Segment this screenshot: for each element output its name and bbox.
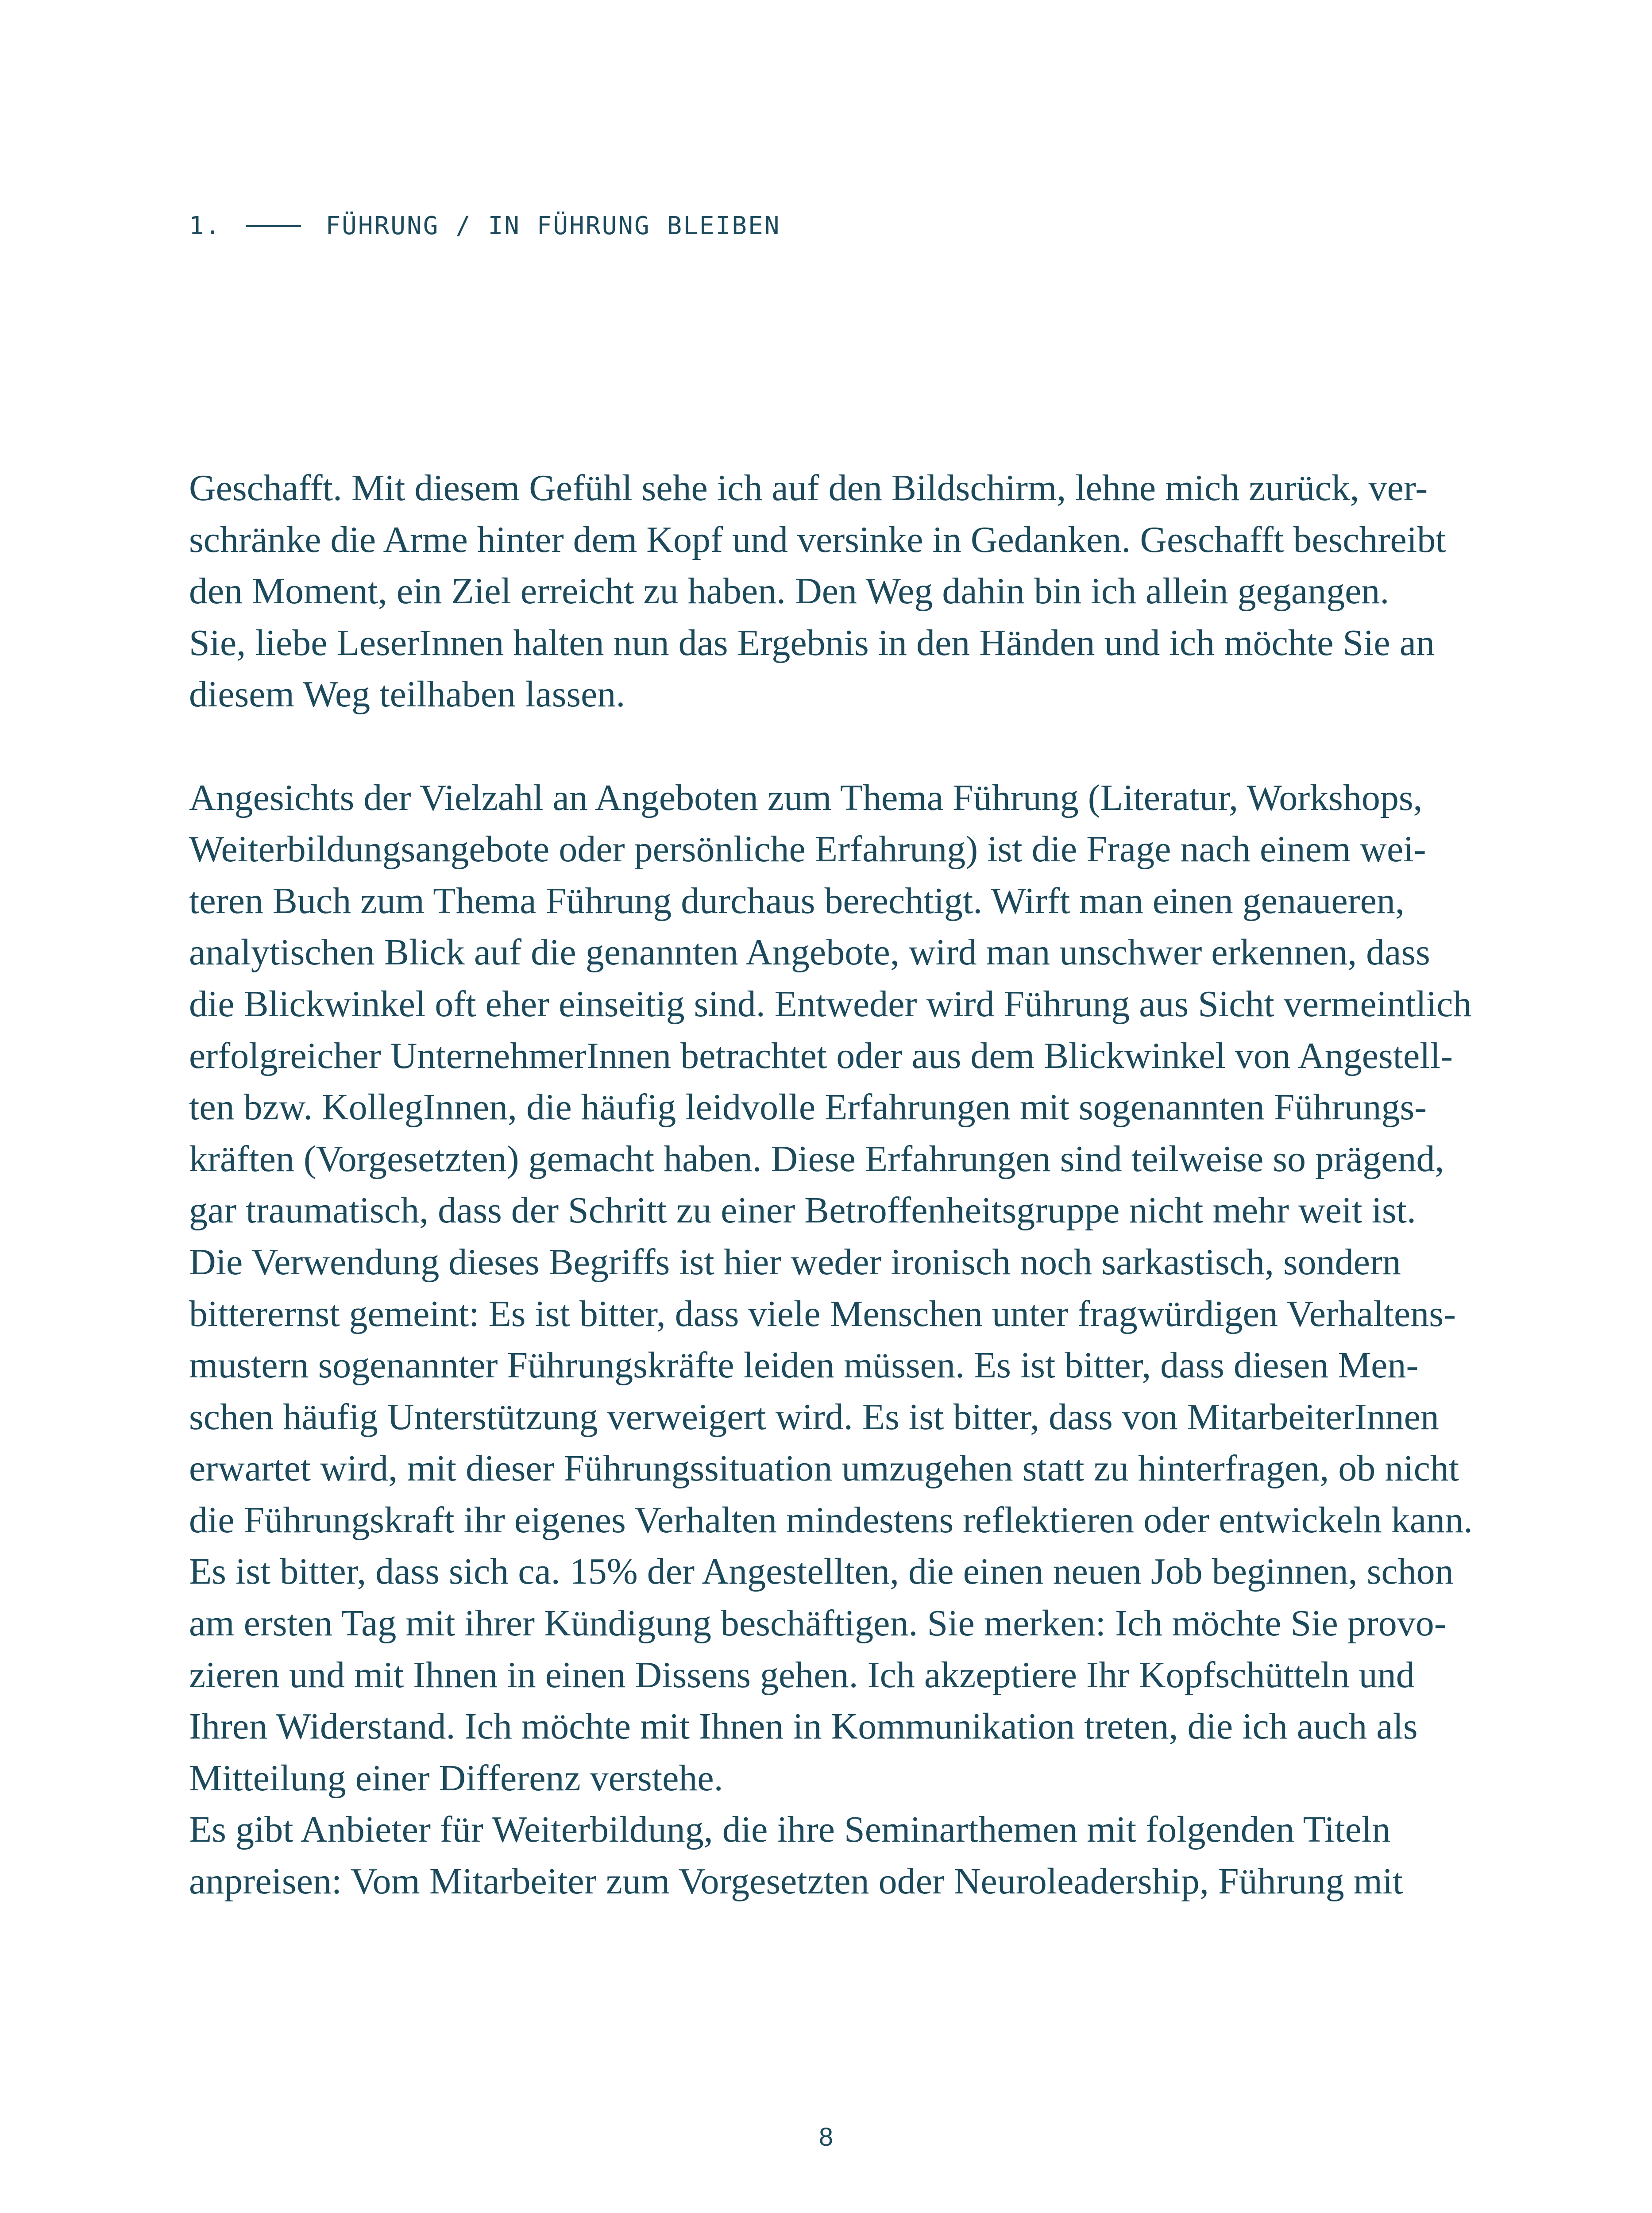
paragraph (189, 1804, 1517, 1907)
text-line: den Moment, ein Ziel erreicht zu haben. Den Weg dahin bin ich allein gegangen. (189, 571, 1390, 612)
text-line: gar traumatisch, dass der Schritt zu einer Betroffenheitsgruppe nicht mehr weit ist. (189, 1190, 1416, 1231)
text-line: Sie, liebe LeserInnen halten nun das Ergebnis in den Händen und ich möchte Sie an (189, 622, 1435, 663)
page-number: 8 (818, 2123, 834, 2151)
text-line: kräften (Vorgesetzten) gemacht haben. Diese Erfahrungen sind teilweise so prägend, (189, 1138, 1444, 1180)
text-line: Ihren Widerstand. Ich möchte mit Ihnen in Kommunikation treten, die ich auch als (189, 1706, 1418, 1747)
text-line: mustern sogenannter Führungskräfte leiden müssen. Es ist bitter, dass diesen Men- (189, 1345, 1419, 1386)
text-line: erwartet wird, mit dieser Führungssituation umzugehen statt zu hinterfragen, ob nicht (189, 1448, 1459, 1489)
text-line: Es ist bitter, dass sich ca. 15% der Angestellten, die einen neuen Job beginnen, schon (189, 1551, 1454, 1592)
text-line: zieren und mit Ihnen in einen Dissens gehen. Ich akzeptiere Ihr Kopfschütteln und (189, 1654, 1415, 1696)
text-line: Es gibt Anbieter für Weiterbildung, die ihre Seminarthemen mit folgenden Titeln (189, 1809, 1391, 1851)
text-line: Angesichts der Vielzahl an Angeboten zum Thema Führung (Literatur, Workshops, (189, 777, 1423, 818)
text-line: diesem Weg teilhaben lassen. (189, 674, 625, 715)
chapter-header (189, 212, 780, 240)
chapter-title: FÜHRUNG / IN FÜHRUNG BLEIBEN (325, 212, 781, 240)
chapter-number: 1. (189, 212, 222, 240)
text-line: ten bzw. KollegInnen, die häufig leidvolle Erfahrungen mit sogenannten Führungs- (189, 1087, 1427, 1128)
text-line: Geschafft. Mit diesem Gefühl sehe ich auf den Bildschirm, lehne mich zurück, ver- (189, 467, 1428, 509)
text-line: schränke die Arme hinter dem Kopf und versinke in Gedanken. Geschafft beschreibt (189, 519, 1446, 560)
text-line: teren Buch zum Thema Führung durchaus berechtigt. Wirft man einen genaueren, (189, 880, 1405, 921)
text-line: die Führungskraft ihr eigenes Verhalten mindestens reflektieren oder entwickeln kann. (189, 1499, 1473, 1541)
text-line: schen häufig Unterstützung verweigert wird. Es ist bitter, dass von MitarbeiterInnen (189, 1396, 1439, 1438)
text-line: Weiterbildungsangebote oder persönliche Erfahrung) ist die Frage nach einem wei- (189, 829, 1426, 870)
paragraph (189, 772, 1517, 1804)
body-text (189, 463, 1517, 1908)
text-line: am ersten Tag mit ihrer Kündigung beschäftigen. Sie merken: Ich möchte Sie provo- (189, 1603, 1447, 1644)
text-line: Die Verwendung dieses Begriffs ist hier weder ironisch noch sarkastisch, sondern (189, 1241, 1401, 1283)
text-line: Mitteilung einer Differenz verstehe. (189, 1757, 723, 1799)
text-line: erfolgreicher UnternehmerInnen betrachtet oder aus dem Blickwinkel von Angestell- (189, 1035, 1453, 1076)
paragraph (189, 463, 1517, 721)
paragraph-gap (189, 721, 1517, 772)
text-line: die Blickwinkel oft eher einseitig sind. Entweder wird Führung aus Sicht vermeintlich (189, 983, 1472, 1025)
text-line: analytischen Blick auf die genannten Angebote, wird man unschwer erkennen, dass (189, 932, 1430, 973)
text-line: bitterernst gemeint: Es ist bitter, dass viele Menschen unter fragwürdigen Verhaltens- (189, 1293, 1456, 1334)
text-line: anpreisen: Vom Mitarbeiter zum Vorgesetzten oder Neuroleadership, Führung mit (189, 1861, 1403, 1902)
header-rule (246, 225, 301, 227)
